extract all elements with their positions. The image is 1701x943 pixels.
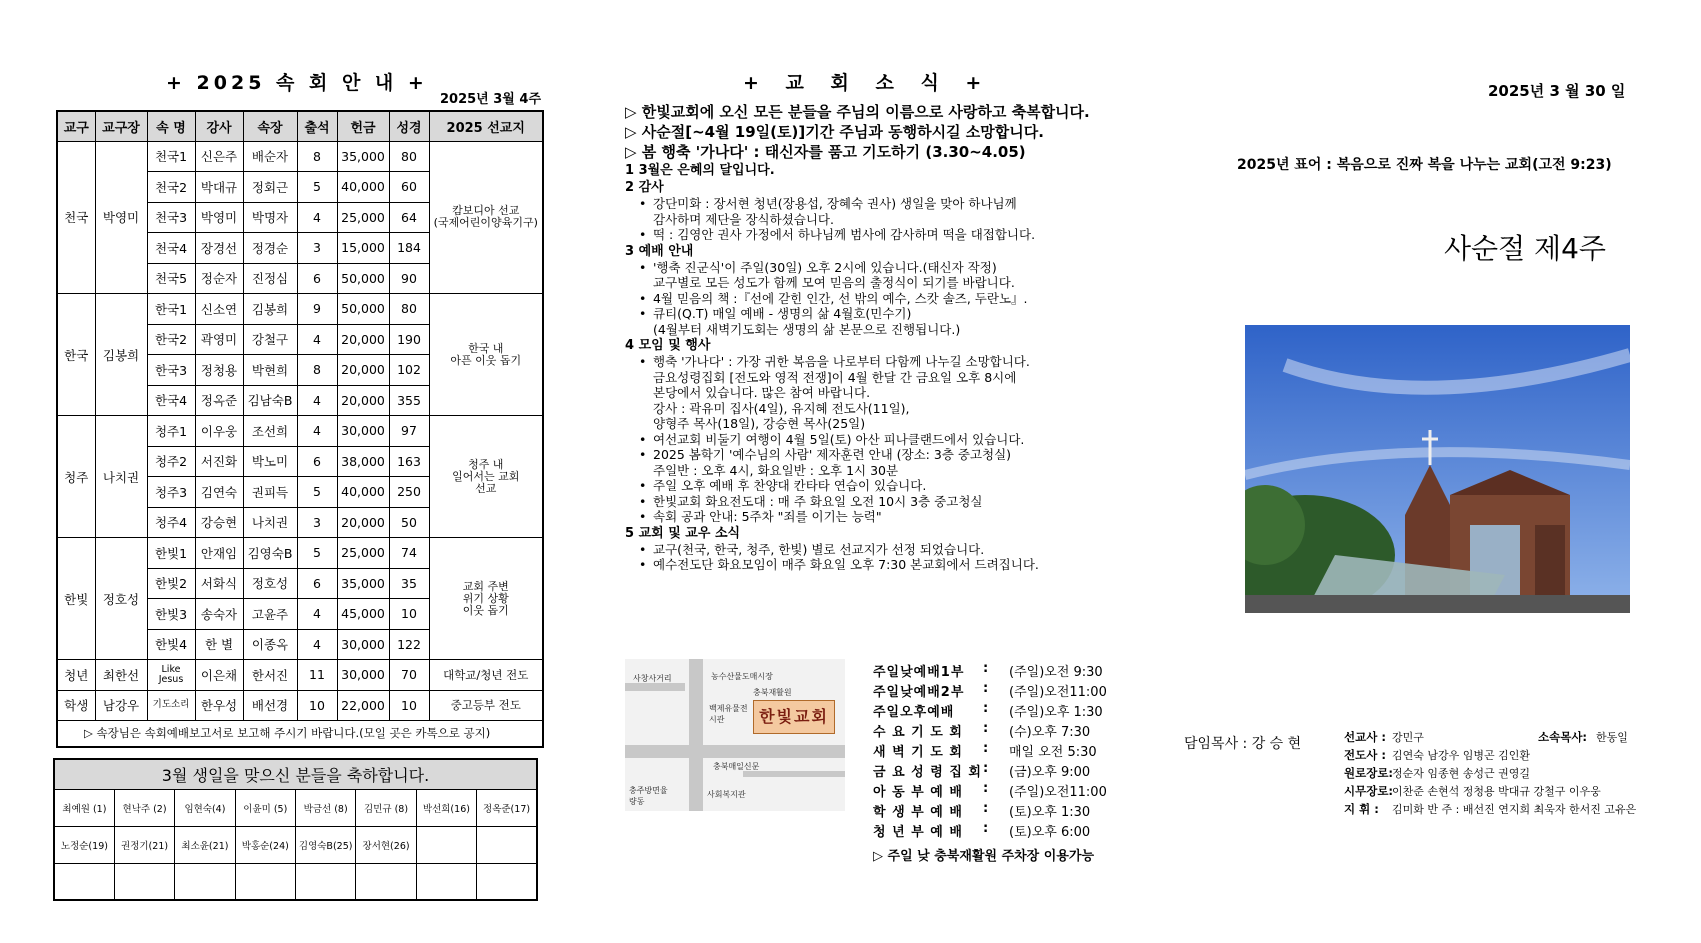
cell-leader-cell: 정경순 — [243, 233, 297, 264]
cell-leader-cell: 김봉희 — [243, 294, 297, 325]
senior-pastor: 담임목사 : 강 승 현 — [1184, 736, 1302, 752]
birthday-cell-empty — [235, 863, 295, 900]
district-cell: 한빛 — [57, 538, 95, 660]
church-news-title: + 교 회 소 식 + — [743, 72, 992, 94]
leader-report-note: ▷ 속장님은 속회예배보고서로 보고해 주시기 바랍니다.(모일 곳은 카톡으로 공지) — [57, 721, 543, 747]
birthday-cell: 박홍순(24) — [235, 826, 295, 863]
news-section-3-list — [625, 260, 1145, 338]
news-item: • 한빛교회 화요전도대 : 매 주 화요일 오전 10시 3층 중고청실 — [639, 494, 1145, 510]
table-note-row — [57, 721, 543, 747]
teacher-cell: 장경선 — [195, 233, 243, 264]
leader-cell: 최한선 — [95, 660, 147, 691]
table-row — [57, 141, 543, 172]
cell-leader-cell: 박노미 — [243, 446, 297, 477]
teacher-cell: 곽영미 — [195, 324, 243, 355]
teacher-cell: 정청용 — [195, 355, 243, 386]
group-name-cell: 천국1 — [147, 141, 195, 172]
cell-cell: 배선경 — [243, 690, 297, 721]
header-attendance: 출석 — [297, 111, 337, 141]
birthday-cell: 이윤미 (5) — [235, 789, 295, 826]
map-label: 백제유물전시관 — [709, 704, 748, 724]
birthday-cell-empty — [54, 863, 114, 900]
worship-row — [873, 681, 1143, 701]
worship-name: 금 요 성 령 집 회 — [873, 765, 982, 780]
worship-colon: : — [983, 821, 989, 836]
attendance-cell: 9 — [297, 294, 337, 325]
teacher-cell: 정순자 — [195, 263, 243, 294]
attendance-cell: 5 — [297, 477, 337, 508]
table-row — [57, 538, 543, 569]
group-table-header — [57, 111, 543, 141]
bible-count-cell: 190 — [389, 324, 429, 355]
worship-colon: : — [983, 701, 989, 716]
news-item: • 2025 봄학기 '예수님의 사람' 제자훈련 안내 (장소: 3층 중고청실) 주일반 : 오후 4시, 화요일반 : 오후 1시 30분 — [639, 447, 1145, 478]
teacher-cell: 한우성 — [195, 690, 243, 721]
attendance-cell: 3 — [297, 507, 337, 538]
map-label: 충북재활원 — [753, 688, 792, 697]
attendance-cell: 8 — [297, 355, 337, 386]
header-mission: 2025 선교지 — [429, 111, 543, 141]
offering-cell: 30,000 — [337, 629, 389, 660]
offering-cell: 20,000 — [337, 385, 389, 416]
worship-schedule — [873, 661, 1143, 864]
worship-time: (금)오후 9:00 — [1009, 765, 1091, 780]
bulletin-date: 2025년 3 월 30 일 — [1488, 82, 1626, 100]
birthday-cell: 최예원 (1) — [54, 789, 114, 826]
news-item: • 강단미화 : 장서현 청년(장용섭, 장혜숙 권사) 생일을 맞아 하나님께 감사하며 제단을 장식하셨습니다. — [639, 196, 1145, 227]
offering-cell: 38,000 — [337, 446, 389, 477]
birthday-cell-empty — [175, 863, 235, 900]
birthday-cell-empty — [296, 863, 356, 900]
birthday-row — [54, 863, 537, 900]
news-item: • 떡 : 김영안 권사 가정에서 하나님께 범사에 감사하며 떡을 대접합니다. — [639, 227, 1145, 243]
worship-name: 학 생 부 예 배 — [873, 805, 963, 820]
group-name-cell: 한국4 — [147, 385, 195, 416]
offering-cell: 50,000 — [337, 263, 389, 294]
district-leader-cell: 정호성 — [95, 538, 147, 660]
staff-row-elders: 원로장로:정순자 임종현 송성근 권영길 — [1344, 766, 1531, 780]
worship-name: 주일낮예배1부 — [873, 665, 965, 680]
offering-cell: 25,000 — [337, 202, 389, 233]
church-photo — [1245, 325, 1630, 613]
table-row — [57, 294, 543, 325]
group-name-cell: 한빛1 — [147, 538, 195, 569]
district-cell: 한국 — [57, 294, 95, 416]
worship-name: 청 년 부 예 배 — [873, 825, 963, 840]
birthday-table — [53, 758, 538, 901]
group-guide-date: 2025년 3월 4주 — [440, 92, 541, 107]
news-section-4-list — [625, 354, 1145, 525]
worship-name: 주일오후예배 — [873, 705, 955, 720]
worship-colon: : — [983, 661, 989, 676]
group-name-cell: 천국4 — [147, 233, 195, 264]
worship-name: 아 동 부 예 배 — [873, 785, 963, 800]
staff-row-music: 지 휘 : 김미화 반 주 : 배선진 연지희 최욱자 한서진 고유은 — [1344, 802, 1637, 816]
cell-leader-cell: 박현희 — [243, 355, 297, 386]
parking-note: ▷ 주일 낮 충북재활원 주차장 이용가능 — [873, 849, 1094, 864]
birthday-cell-empty — [416, 863, 476, 900]
offering-cell: 40,000 — [337, 172, 389, 203]
attendance-cell: 4 — [297, 629, 337, 660]
teacher-cell: 이우웅 — [195, 416, 243, 447]
header-offering: 헌금 — [337, 111, 389, 141]
cell-leader-cell: 정회근 — [243, 172, 297, 203]
attendance-cell: 4 — [297, 385, 337, 416]
offering-cell: 35,000 — [337, 141, 389, 172]
district-leader-cell: 박영미 — [95, 141, 147, 294]
worship-colon: : — [983, 761, 989, 776]
group-name-cell: 천국3 — [147, 202, 195, 233]
worship-time: (주일)오전11:00 — [1009, 685, 1107, 700]
group-table-body — [57, 141, 543, 747]
birthday-cell: 장서현(26) — [356, 826, 416, 863]
news-lead-3: ▷ 봄 행축 '가나다' : 태신자를 품고 기도하기 (3.30~4.05) — [625, 143, 1026, 161]
offering-cell: 20,000 — [337, 507, 389, 538]
worship-row — [873, 821, 1143, 841]
district-leader-cell: 김봉희 — [95, 294, 147, 416]
mission-cell: 캄보디아 선교 (국제어린이양육기구) — [429, 141, 543, 294]
teacher-cell: 박영미 — [195, 202, 243, 233]
map-road — [689, 659, 703, 811]
birthday-cell: 김민규 (8) — [356, 789, 416, 826]
off-cell: 22,000 — [337, 690, 389, 721]
teacher-cell: 이은채 — [195, 660, 243, 691]
bible-count-cell: 90 — [389, 263, 429, 294]
off-cell: 30,000 — [337, 660, 389, 691]
worship-row — [873, 781, 1143, 801]
district-cell: 청년 — [57, 660, 95, 691]
group-name-cell: 한빛3 — [147, 599, 195, 630]
worship-time: 매일 오전 5:30 — [1009, 745, 1097, 760]
bible-count-cell: 74 — [389, 538, 429, 569]
worship-colon: : — [983, 741, 989, 756]
map-church-label: 한빛교회 — [753, 700, 835, 734]
district-cell: 청주 — [57, 416, 95, 538]
worship-name: 주일낮예배2부 — [873, 685, 965, 700]
offering-cell: 40,000 — [337, 477, 389, 508]
header-district-leader: 교구장 — [95, 111, 147, 141]
district-cell: 천국 — [57, 141, 95, 294]
birthday-cell: 최소윤(21) — [175, 826, 235, 863]
news-item: • 행축 '가나다' : 가장 귀한 복음을 나로부터 다함께 나누길 소망합니다. 금요성령집회 [전도와 영적 전쟁]이 4월 한달 간 금요일 오후 8시에 본당에서 있습니다. 많은 참여 바랍니다. 강사 : 곽유미 집사(4일), 유지혜 전도사(11일), 양형주 목사(18일), 강승현 목사(25일) — [639, 354, 1145, 432]
worship-colon: : — [983, 801, 989, 816]
group-name-cell: 청주4 — [147, 507, 195, 538]
worship-colon: : — [983, 681, 989, 696]
birthday-cell: 현낙주 (2) — [114, 789, 174, 826]
group-name-cell: 천국2 — [147, 172, 195, 203]
cell-leader-cell: 권피득 — [243, 477, 297, 508]
birthday-cell: 김영숙B(25) — [296, 826, 356, 863]
map-road — [625, 683, 685, 691]
bible-count-cell: 10 — [389, 599, 429, 630]
attendance-cell: 5 — [297, 538, 337, 569]
worship-time: (주일)오전11:00 — [1009, 785, 1107, 800]
group-name-cell: 한빛2 — [147, 568, 195, 599]
offering-cell: 20,000 — [337, 324, 389, 355]
attendance-cell: 3 — [297, 233, 337, 264]
teacher-cell: 김연숙 — [195, 477, 243, 508]
attendance-cell: 4 — [297, 324, 337, 355]
news-section-3: 3 예배 안내 — [625, 243, 694, 259]
birthday-cell — [416, 826, 476, 863]
birthday-cell: 임현숙(4) — [175, 789, 235, 826]
news-item: • 교구(천국, 한국, 청주, 한빛) 별로 선교지가 선정 되었습니다. — [639, 542, 1145, 558]
name-cell: 기도소리 — [147, 690, 195, 721]
group-name-cell: 한빛4 — [147, 629, 195, 660]
birthday-cell — [477, 826, 537, 863]
birthday-cell: 권정기(21) — [114, 826, 174, 863]
attendance-cell: 4 — [297, 599, 337, 630]
teacher-cell: 신소연 — [195, 294, 243, 325]
group-name-cell: 한국3 — [147, 355, 195, 386]
name-cell: Like Jesus — [147, 660, 195, 691]
worship-time: (주일)오후 1:30 — [1009, 705, 1103, 720]
worship-row — [873, 761, 1143, 781]
worship-row — [873, 661, 1143, 681]
news-item: • 속회 공과 안내: 5주차 "죄를 이기는 능력" — [639, 509, 1145, 525]
bible-count-cell: 355 — [389, 385, 429, 416]
mission-cell: 청주 내 일어서는 교회 선교 — [429, 416, 543, 538]
cell-leader-cell: 김영숙B — [243, 538, 297, 569]
map-label: 충주방면율량동 — [629, 786, 668, 806]
map-label: 사회복지관 — [707, 790, 746, 799]
bible-count-cell: 80 — [389, 141, 429, 172]
offering-cell: 35,000 — [337, 568, 389, 599]
bible-count-cell: 50 — [389, 507, 429, 538]
news-section-2-list — [625, 196, 1145, 243]
group-name-cell: 한국2 — [147, 324, 195, 355]
mission-cell: 교회 주변 위기 상황 이웃 돕기 — [429, 538, 543, 660]
offering-cell: 25,000 — [337, 538, 389, 569]
group-name-cell: 청주3 — [147, 477, 195, 508]
header-teacher: 강사 — [195, 111, 243, 141]
bible-count-cell: 35 — [389, 568, 429, 599]
leader-cell: 남강우 — [95, 690, 147, 721]
birthday-title: 3월 생일을 맞으신 분들을 축하합니다. — [54, 759, 537, 789]
birthday-cell: 박금선 (8) — [296, 789, 356, 826]
map-label: 농수산물도매시장 — [711, 672, 773, 681]
attendance-cell: 6 — [297, 446, 337, 477]
group-name-cell: 청주1 — [147, 416, 195, 447]
worship-colon: : — [983, 781, 989, 796]
worship-time: (토)오후 6:00 — [1009, 825, 1091, 840]
bible-count-cell: 102 — [389, 355, 429, 386]
cell-leader-cell: 이종옥 — [243, 629, 297, 660]
group-name-cell: 한국1 — [147, 294, 195, 325]
news-section-1: 1 3월은 은혜의 달입니다. — [625, 163, 775, 178]
table-row — [57, 416, 543, 447]
news-section-4: 4 모임 및 행사 — [625, 338, 711, 353]
birthday-row — [54, 826, 537, 863]
offering-cell: 20,000 — [337, 355, 389, 386]
news-item: • 4월 믿음의 책 :『선에 갇힌 인간, 선 밖의 예수, 스캇 솔즈, 두란노』. — [639, 291, 1145, 307]
offering-cell: 50,000 — [337, 294, 389, 325]
cell-leader-cell: 김남숙B — [243, 385, 297, 416]
news-item: • 주일 오후 예배 후 찬양대 칸타타 연습이 있습니다. — [639, 478, 1145, 494]
table-row — [57, 690, 543, 721]
mission-cell: 한국 내 아픈 이웃 돕기 — [429, 294, 543, 416]
cell-leader-cell: 박명자 — [243, 202, 297, 233]
news-lead-1: ▷ 한빛교회에 오신 모든 분들을 주님의 이름으로 사랑하고 축복합니다. — [625, 103, 1090, 121]
header-bible: 성경 — [389, 111, 429, 141]
mission-cell: 대학교/청년 전도 — [429, 660, 543, 691]
map-label: 사창사거리 — [633, 674, 672, 683]
teacher-cell: 송숙자 — [195, 599, 243, 630]
mission-cell: 중고등부 전도 — [429, 690, 543, 721]
teacher-cell: 서진화 — [195, 446, 243, 477]
worship-colon: : — [983, 721, 989, 736]
bible-count-cell: 80 — [389, 294, 429, 325]
offering-cell: 30,000 — [337, 416, 389, 447]
worship-name: 수 요 기 도 회 — [873, 725, 963, 740]
news-body — [625, 102, 1145, 573]
cell-leader-cell: 조선희 — [243, 416, 297, 447]
birthday-cell-empty — [114, 863, 174, 900]
teacher-cell: 안재임 — [195, 538, 243, 569]
attendance-cell: 6 — [297, 263, 337, 294]
teacher-cell: 신은주 — [195, 141, 243, 172]
bible-count-cell: 97 — [389, 416, 429, 447]
cell-leader-cell: 정호성 — [243, 568, 297, 599]
bible-count-cell: 184 — [389, 233, 429, 264]
bible-cell: 10 — [389, 690, 429, 721]
group-table — [56, 110, 544, 748]
staff-row-missionary: 선교사 : 강민구 소속목사: 한동일 — [1344, 730, 1628, 744]
worship-row — [873, 741, 1143, 761]
teacher-cell: 한 별 — [195, 629, 243, 660]
group-guide-title: + 2025 속 회 안 내 + — [166, 72, 428, 94]
offering-cell: 15,000 — [337, 233, 389, 264]
news-lead-2: ▷ 사순절[~4월 19일(토)]기간 주님과 동행하시길 소망합니다. — [625, 123, 1044, 141]
bible-count-cell: 250 — [389, 477, 429, 508]
attendance-cell: 8 — [297, 141, 337, 172]
worship-time: (수)오후 7:30 — [1009, 725, 1091, 740]
news-item: • 여선교회 비둘기 여행이 4월 5일(토) 아산 피나클랜드에서 있습니다. — [639, 432, 1145, 448]
bible-count-cell: 163 — [389, 446, 429, 477]
teacher-cell: 서화식 — [195, 568, 243, 599]
worship-row — [873, 721, 1143, 741]
church-photo-illustration — [1245, 325, 1630, 613]
yearly-motto: 2025년 표어 : 복음으로 진짜 복을 나누는 교회(고전 9:23) — [1237, 157, 1612, 173]
worship-rows — [873, 661, 1143, 841]
cell-leader-cell: 나치권 — [243, 507, 297, 538]
staff-row-evangelist: 전도사 : 김연숙 남강우 임병곤 김인환 — [1344, 748, 1531, 762]
worship-name: 새 벽 기 도 회 — [873, 745, 963, 760]
news-section-5-list — [625, 542, 1145, 573]
map-label: 충북매일신문 — [713, 762, 760, 771]
cell-leader-cell: 강철구 — [243, 324, 297, 355]
group-name-cell: 청주2 — [147, 446, 195, 477]
birthday-cell: 정옥준(17) — [477, 789, 537, 826]
birthday-cell: 노정순(19) — [54, 826, 114, 863]
offering-cell: 45,000 — [337, 599, 389, 630]
teacher-cell: 정옥준 — [195, 385, 243, 416]
news-item: • 큐티(Q.T) 매일 예배 - 생명의 삶 4월호(민수기) (4월부터 새벽기도회는 생명의 삶 본문으로 진행됩니다.) — [639, 306, 1145, 337]
map-road — [625, 745, 845, 758]
attendance-cell: 4 — [297, 416, 337, 447]
cell-cell: 한서진 — [243, 660, 297, 691]
attendance-cell: 4 — [297, 202, 337, 233]
teacher-cell: 강승현 — [195, 507, 243, 538]
liturgical-week: 사순절 제4주 — [1444, 232, 1606, 265]
bible-count-cell: 122 — [389, 629, 429, 660]
district-cell: 학생 — [57, 690, 95, 721]
attendance-cell: 5 — [297, 172, 337, 203]
birthday-cell-empty — [356, 863, 416, 900]
bible-count-cell: 64 — [389, 202, 429, 233]
news-item: • 예수전도단 화요모임이 매주 화요일 오후 7:30 본교회에서 드려집니다. — [639, 557, 1145, 573]
news-section-2: 2 감사 — [625, 180, 664, 195]
teacher-cell: 박대규 — [195, 172, 243, 203]
att-cell: 11 — [297, 660, 337, 691]
bible-cell: 70 — [389, 660, 429, 691]
birthday-cell: 박선희(16) — [416, 789, 476, 826]
attendance-cell: 6 — [297, 568, 337, 599]
news-item: • '행축 진군식'이 주일(30일) 오후 2시에 있습니다.(태신자 작정) 교구별로 모든 성도가 함께 모여 믿음의 출정식이 되기를 바랍니다. — [639, 260, 1145, 291]
header-group-name: 속 명 — [147, 111, 195, 141]
worship-time: (주일)오전 9:30 — [1009, 665, 1103, 680]
worship-row — [873, 801, 1143, 821]
church-location-map — [625, 659, 845, 811]
district-leader-cell: 나치권 — [95, 416, 147, 538]
header-cell-leader: 속장 — [243, 111, 297, 141]
cell-leader-cell: 진정심 — [243, 263, 297, 294]
birthday-cell-empty — [477, 863, 537, 900]
table-row — [57, 660, 543, 691]
birthday-row — [54, 789, 537, 826]
att-cell: 10 — [297, 690, 337, 721]
cell-leader-cell: 고윤주 — [243, 599, 297, 630]
bible-count-cell: 60 — [389, 172, 429, 203]
staff-row-active-elders: 시무장로:이찬준 손현석 정청용 박대규 강철구 이우웅 — [1344, 784, 1601, 798]
header-district: 교구 — [57, 111, 95, 141]
worship-time: (토)오후 1:30 — [1009, 805, 1091, 820]
group-name-cell: 천국5 — [147, 263, 195, 294]
worship-row — [873, 701, 1143, 721]
cell-leader-cell: 배순자 — [243, 141, 297, 172]
news-section-5: 5 교회 및 교우 소식 — [625, 525, 741, 541]
